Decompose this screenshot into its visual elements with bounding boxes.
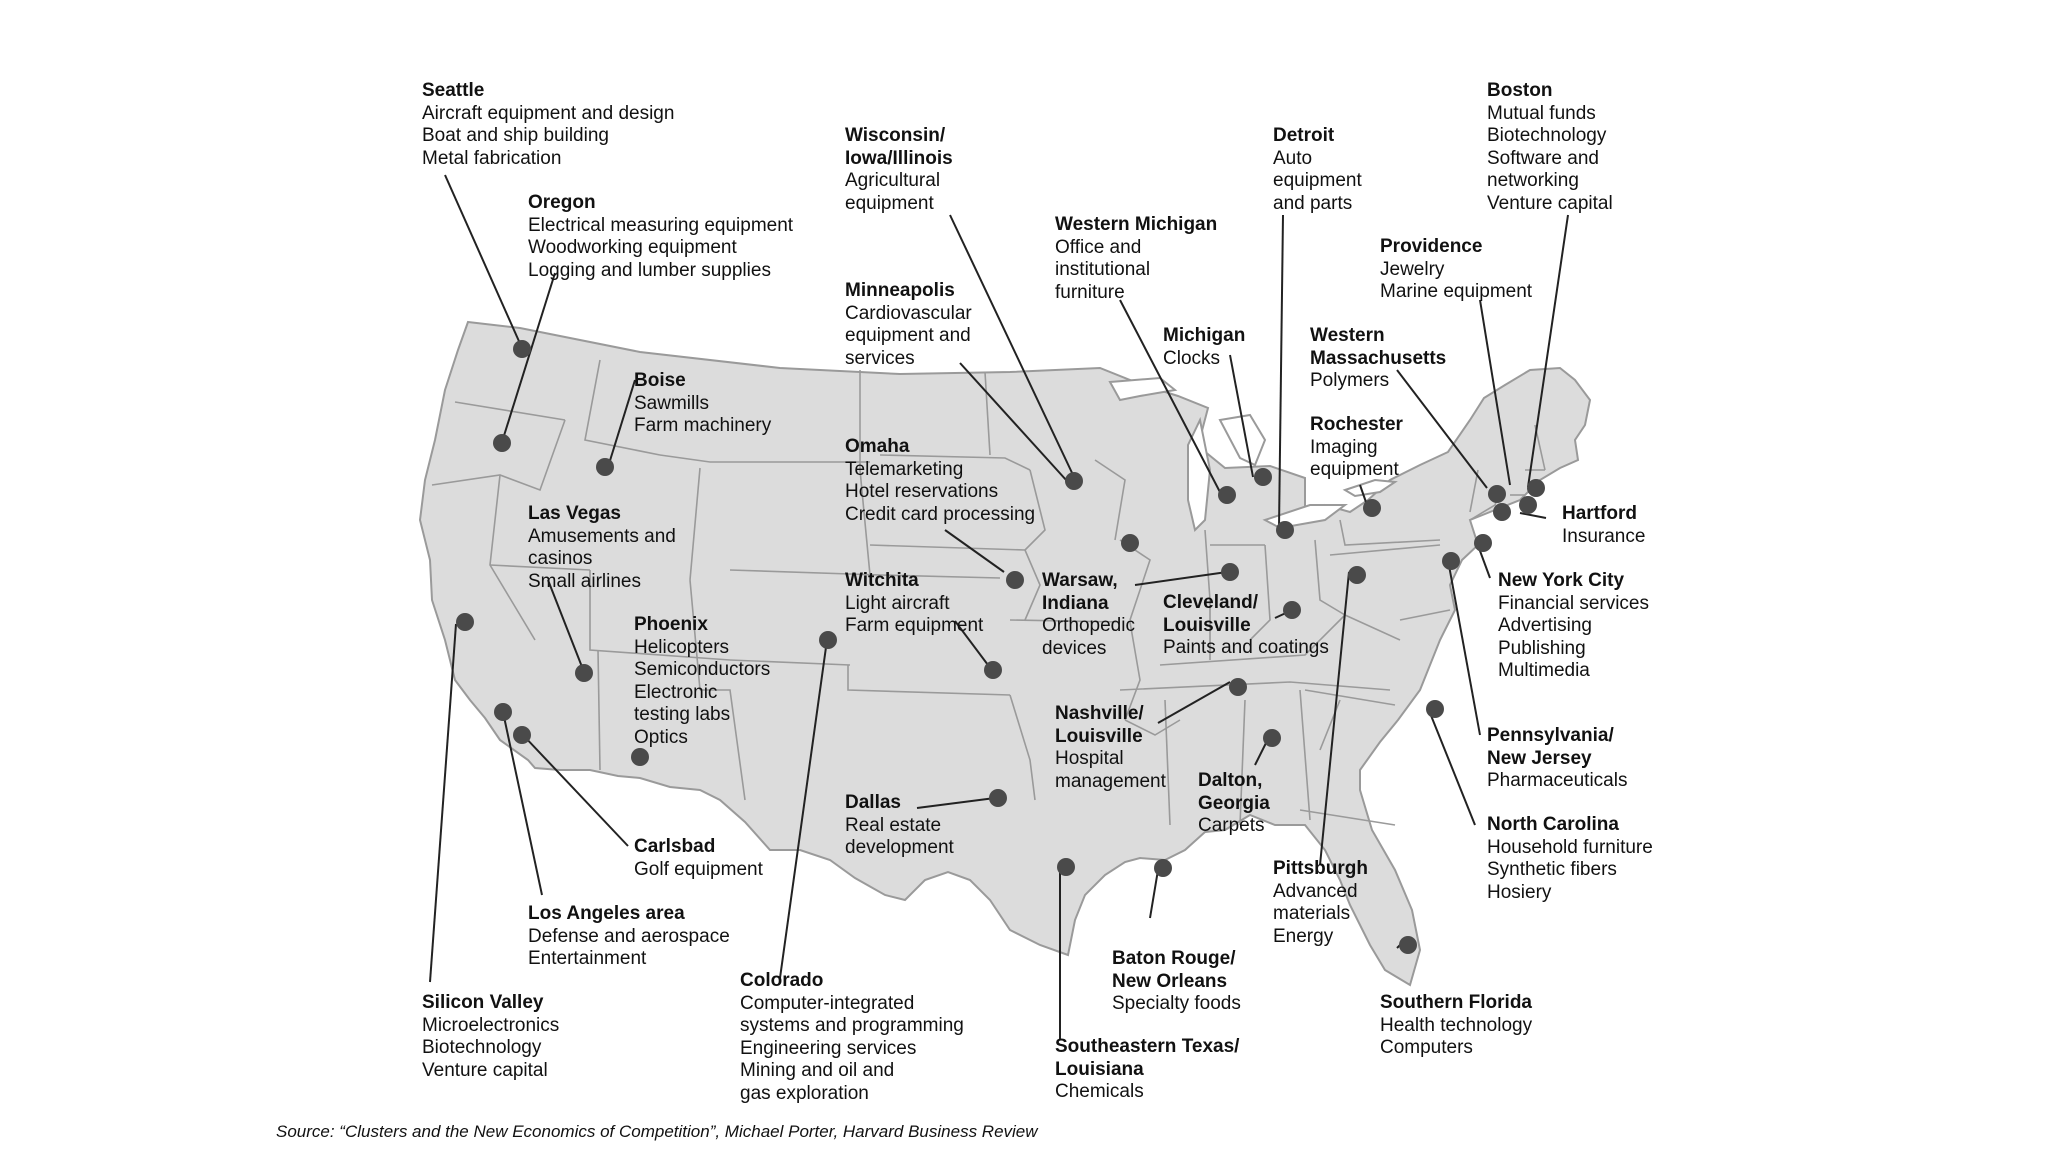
dot-western-mass [1488, 485, 1506, 503]
dot-rochester [1363, 499, 1381, 517]
label-cleveland [1163, 592, 1329, 660]
industry: Logging and lumber supplies [528, 259, 771, 281]
label-phoenix [634, 614, 770, 749]
industry: Boat and ship building [422, 125, 609, 146]
cluster-name: Southern Florida [1380, 992, 1532, 1013]
cluster-name: Louisville [1163, 614, 1251, 636]
cluster-name: New Jersey [1487, 747, 1592, 769]
industry: testing labs [634, 704, 731, 725]
cluster-name: Los Angeles area [528, 903, 685, 924]
dot-phoenix [631, 748, 649, 766]
industry: Entertainment [528, 948, 647, 969]
label-omaha [845, 436, 1035, 526]
industry: furniture [1055, 281, 1125, 303]
cluster-name: Indiana [1042, 592, 1109, 614]
label-penn-nj [1487, 725, 1627, 793]
industry: Engineering services [740, 1037, 917, 1059]
industry: Hospital [1055, 748, 1124, 769]
cluster-name: Phoenix [634, 614, 708, 635]
cluster-name: Las Vegas [528, 503, 621, 524]
label-los-angeles [528, 903, 730, 971]
cluster-name: Rochester [1310, 414, 1403, 435]
industry: Semiconductors [634, 659, 771, 680]
industry: development [845, 837, 954, 858]
cluster-name: North Carolina [1487, 814, 1619, 835]
dot-detroit [1276, 521, 1294, 539]
label-new-york [1498, 570, 1649, 683]
cluster-name: Louisville [1055, 725, 1143, 747]
label-dalton [1198, 770, 1270, 838]
industry: equipment [845, 192, 934, 214]
industry: Hotel reservations [845, 481, 999, 502]
industry: Hosiery [1487, 881, 1552, 903]
label-silicon-valley [422, 992, 559, 1082]
industry: Small airlines [528, 570, 641, 592]
industry: services [845, 347, 915, 369]
label-dallas [845, 792, 954, 860]
label-colorado [740, 970, 964, 1105]
dot-minneapolis [1065, 472, 1083, 490]
dot-baton-rouge [1154, 859, 1172, 877]
dot-north-carolina [1426, 700, 1444, 718]
industry: Real estate [845, 814, 942, 836]
industry: Advertising [1498, 615, 1592, 636]
cluster-name: Minneapolis [845, 280, 955, 301]
dot-new-york [1474, 534, 1492, 552]
industry: Carpets [1198, 815, 1265, 836]
label-pittsburgh [1273, 858, 1368, 948]
dot-western-michigan [1218, 486, 1236, 504]
dot-hartford [1493, 503, 1511, 521]
label-western-michigan [1055, 214, 1217, 304]
industry: Venture capital [1487, 192, 1613, 214]
industry: institutional [1055, 259, 1151, 280]
industry: Pharmaceuticals [1487, 770, 1628, 791]
cluster-name: Boise [634, 370, 686, 391]
cluster-name: Hartford [1562, 503, 1637, 524]
cluster-name: Colorado [740, 970, 824, 991]
industry: Electrical measuring equipment [528, 214, 794, 236]
industry: management [1055, 770, 1166, 792]
dot-nashville [1229, 678, 1247, 696]
cluster-name: Warsaw, [1042, 570, 1118, 591]
dot-boston [1527, 479, 1545, 497]
industry: Telemarketing [845, 458, 964, 480]
dot-wisconsin [1121, 534, 1139, 552]
industry: Paints and coatings [1163, 637, 1329, 658]
industry: Energy [1273, 925, 1334, 947]
label-las-vegas [528, 503, 676, 593]
industry: Financial services [1498, 592, 1649, 614]
industry: Sawmills [634, 392, 709, 414]
label-baton-rouge [1112, 948, 1241, 1016]
dot-silicon-valley [456, 613, 474, 631]
dot-seattle [513, 340, 531, 358]
industry: Optics [634, 726, 688, 748]
dot-oregon [493, 434, 511, 452]
industry: Biotechnology [1487, 125, 1607, 146]
label-detroit [1273, 125, 1362, 215]
label-south-florida [1380, 992, 1532, 1060]
cluster-name: Massachusetts [1310, 347, 1447, 369]
dot-witchita [984, 661, 1002, 679]
cluster-name: Pittsburgh [1273, 858, 1368, 879]
industry: Biotechnology [422, 1037, 542, 1058]
dot-pittsburgh [1348, 566, 1366, 584]
cluster-name: Georgia [1198, 792, 1270, 814]
cluster-name: Baton Rouge/ [1112, 948, 1236, 969]
cluster-name: Nashville/ [1055, 703, 1144, 724]
cluster-name: Carlsbad [634, 836, 716, 857]
dot-dallas [989, 789, 1007, 807]
label-warsaw [1042, 570, 1135, 660]
industry: materials [1273, 903, 1351, 924]
dot-colorado [819, 631, 837, 649]
industry: Golf equipment [634, 858, 763, 880]
cluster-name: Louisiana [1055, 1058, 1144, 1080]
cluster-name: Cleveland/ [1163, 592, 1259, 613]
cluster-name: New Orleans [1112, 970, 1228, 992]
industry: Office and [1055, 236, 1142, 258]
industry: casinos [528, 548, 593, 569]
dot-carlsbad [513, 726, 531, 744]
industry: Defense and aerospace [528, 925, 730, 947]
industry: Helicopters [634, 636, 730, 658]
label-hartford [1562, 503, 1645, 548]
industry: Orthopedic [1042, 615, 1135, 636]
label-rochester [1310, 414, 1403, 482]
dot-los-angeles [494, 703, 512, 721]
dot-michigan [1254, 468, 1272, 486]
industry: Mining and oil and [740, 1060, 895, 1081]
industry: Cardiovascular [845, 302, 972, 324]
industry: Amusements and [528, 525, 676, 547]
us-outline [420, 322, 1590, 985]
label-minneapolis [845, 280, 972, 370]
dot-south-florida [1399, 936, 1417, 954]
cluster-name: Silicon Valley [422, 992, 544, 1013]
cluster-name: Western [1310, 325, 1385, 346]
industry: Woodworking equipment [528, 237, 737, 258]
cluster-name: Witchita [845, 570, 919, 591]
dot-las-vegas [575, 664, 593, 682]
industry: Aircraft equipment and design [422, 102, 675, 124]
source-citation: Source: “Clusters and the New Economics of Competition”, Michael Porter, Harvard Business Review [276, 1122, 1038, 1141]
label-nashville [1055, 703, 1166, 793]
label-wisconsin [845, 125, 953, 215]
industry: Imaging [1310, 436, 1378, 458]
cluster-name: Detroit [1273, 125, 1335, 146]
industry: equipment and [845, 325, 971, 346]
dot-se-texas [1057, 858, 1075, 876]
industry: Specialty foods [1112, 993, 1241, 1014]
dot-providence [1519, 496, 1537, 514]
industry: Agricultural [845, 170, 941, 191]
label-seattle [422, 80, 674, 170]
label-north-carolina [1487, 814, 1653, 904]
label-se-texas [1055, 1036, 1239, 1104]
cluster-name: New York City [1498, 570, 1625, 591]
cluster-name: Southeastern Texas/ [1055, 1036, 1240, 1057]
dot-boise [596, 458, 614, 476]
industry: Marine equipment [1380, 281, 1533, 302]
industry: equipment [1310, 459, 1399, 480]
industry: Polymers [1310, 370, 1390, 391]
industry: Health technology [1380, 1014, 1533, 1036]
label-carlsbad [634, 836, 763, 881]
industry: Microelectronics [422, 1014, 560, 1036]
industry: networking [1487, 170, 1579, 191]
label-michigan [1163, 325, 1245, 370]
cluster-name: Pennsylvania/ [1487, 725, 1614, 746]
industry: gas exploration [740, 1082, 869, 1104]
industry: Insurance [1562, 525, 1646, 547]
industry: equipment [1273, 170, 1362, 191]
cluster-name: Omaha [845, 436, 910, 457]
industry: Publishing [1498, 637, 1586, 659]
industry: Electronic [634, 681, 718, 703]
industry: Mutual funds [1487, 102, 1596, 124]
industry: Auto [1273, 147, 1313, 169]
cluster-name: Oregon [528, 192, 596, 213]
industry: devices [1042, 637, 1107, 659]
industry: Multimedia [1498, 660, 1590, 681]
cluster-name: Dalton, [1198, 770, 1263, 791]
industry: Credit card processing [845, 503, 1036, 525]
cluster-name: Dallas [845, 792, 901, 813]
industry: Household furniture [1487, 836, 1653, 858]
industry: Venture capital [422, 1059, 548, 1081]
label-boise [634, 370, 771, 438]
industry: systems and programming [740, 1015, 964, 1036]
industry: Clocks [1163, 347, 1221, 369]
industry: and parts [1273, 192, 1353, 214]
industry: Computer-integrated [740, 992, 915, 1014]
label-providence [1380, 236, 1532, 304]
label-witchita [845, 570, 983, 638]
cluster-name: Iowa/Illinois [845, 147, 953, 169]
cluster-name: Boston [1487, 80, 1553, 101]
industry: Farm equipment [845, 615, 984, 636]
industry: Metal fabrication [422, 147, 562, 169]
industry: Synthetic fibers [1487, 859, 1617, 880]
dot-omaha [1006, 571, 1024, 589]
label-oregon [528, 192, 793, 282]
industry: Jewelry [1380, 258, 1445, 280]
industry: Light aircraft [845, 592, 950, 614]
dot-penn-nj [1442, 552, 1460, 570]
industry: Chemicals [1055, 1081, 1144, 1102]
dot-warsaw [1221, 563, 1239, 581]
industry: Farm machinery [634, 415, 772, 436]
cluster-name: Western Michigan [1055, 214, 1218, 235]
cluster-name: Wisconsin/ [845, 125, 946, 146]
cluster-name: Providence [1380, 236, 1483, 257]
dot-dalton [1263, 729, 1281, 747]
label-western-mass [1310, 325, 1446, 393]
industry: Software and [1487, 147, 1599, 169]
industry: Advanced [1273, 880, 1358, 902]
label-boston [1487, 80, 1613, 215]
cluster-name: Seattle [422, 80, 485, 101]
cluster-name: Michigan [1163, 325, 1246, 346]
industry: Computers [1380, 1037, 1473, 1058]
